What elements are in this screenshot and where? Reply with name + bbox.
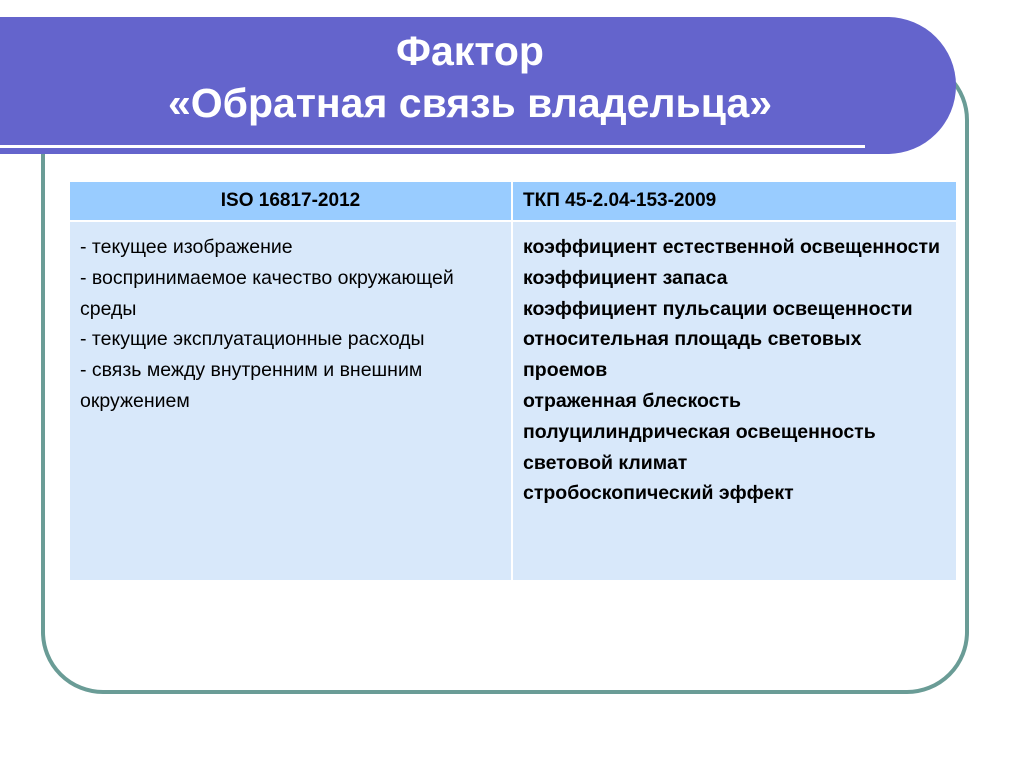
list-item: коэффициент запаса [523,266,728,289]
list-item: - связь между внутренним и внешним окружением [80,359,423,412]
iso-cell [69,221,512,581]
title-line-2: «Обратная связь владельца» [167,80,773,126]
list-item: - текущие эксплуатационные расходы [80,328,425,351]
table-header-row [69,181,957,221]
list-item: - воспринимаемое качество окружающей среды [80,266,454,320]
list-item: коэффициент естественной освещенности [523,236,940,258]
tkp-cell [512,221,957,581]
list-item: - текущее изображение [80,236,293,258]
header-iso: ISO 16817-2012 [69,181,512,221]
list-item: стробоскопический эффект [523,482,794,505]
list-item: отраженная блескость [523,389,742,412]
title-underline [0,145,865,148]
list-item: световой климат [523,451,688,474]
list-item: коэффициент пульсации освещенности [523,297,913,320]
list-item: относительная площадь световых проемов [523,328,862,382]
slide-title [0,25,940,129]
comparison-table [68,180,958,582]
title-line-1: Фактор [396,28,544,74]
list-item: полуцилиндрическая освещенность [523,420,876,443]
header-tkp: ТКП 45-2.04-153-2009 [512,181,957,221]
table-row [69,221,957,581]
